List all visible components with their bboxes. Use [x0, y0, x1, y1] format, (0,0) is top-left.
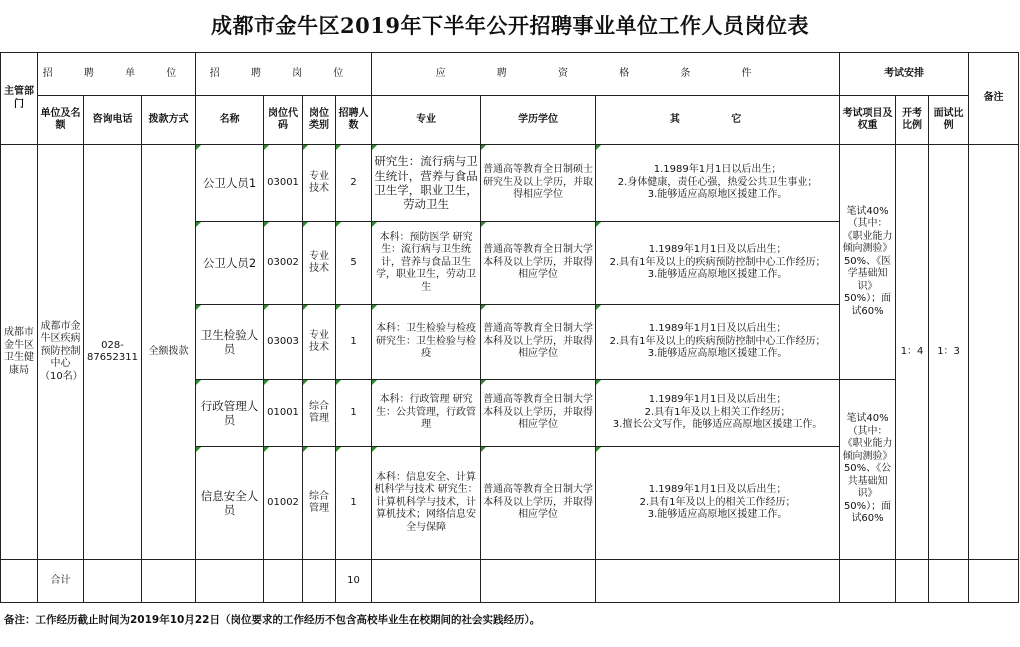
other-cell — [596, 222, 840, 305]
header-other: 其 它 — [596, 96, 840, 145]
total-empty — [142, 560, 196, 603]
header-unit-group: 招 聘 单 位 — [38, 53, 196, 96]
other-cell — [596, 447, 840, 560]
other-line: 3.擅长公文写作，能够适应高原地区援建工作。 — [612, 419, 823, 431]
post-type-cell: 专业技术 — [303, 222, 336, 305]
other-cell — [596, 145, 840, 222]
header-major: 专业 — [372, 96, 481, 145]
count-cell: 1 — [336, 447, 372, 560]
header-post-code: 岗位代码 — [264, 96, 303, 145]
major-cell: 研究生：流行病与卫生统计，营养与食品卫生学，职业卫生，劳动卫生 — [372, 145, 481, 222]
education-cell: 普通高等教育全日制硕士研究生及以上学历，并取得相应学位 — [481, 145, 596, 222]
post-code-cell: 03001 — [264, 145, 303, 222]
header-remark: 备注 — [969, 53, 1019, 145]
interview-ratio-cell: 1：3 — [929, 145, 969, 560]
total-empty — [264, 560, 303, 603]
other-line: 2.具有1年及以上的相关工作经历； — [639, 496, 796, 508]
total-empty — [372, 560, 481, 603]
other-line: 1.1989年1月1日以后出生； — [653, 164, 782, 176]
post-name-cell: 公卫人员2 — [196, 222, 264, 305]
post-name-cell: 信息安全人员 — [196, 447, 264, 560]
total-empty — [929, 560, 969, 603]
other-line: 2.具有1年及以上的疾病预防控制中心工作经历； — [609, 256, 826, 268]
major-cell: 本科：预防医学 研究生：流行病与卫生统计，营养与食品卫生学，职业卫生，劳动卫生 — [372, 222, 481, 305]
post-code-cell: 01002 — [264, 447, 303, 560]
header-post-group: 招 聘 岗 位 — [196, 53, 372, 96]
education-cell: 普通高等教育全日制大学本科及以上学历，并取得相应学位 — [481, 447, 596, 560]
other-line: 3.能够适应高原地区援建工作。 — [647, 189, 788, 201]
post-code-cell: 01001 — [264, 380, 303, 447]
other-line: 1.1989年1月1日及以后出生； — [648, 484, 787, 496]
header-unit-name: 单位及名额 — [38, 96, 84, 145]
document-title: 成都市金牛区2019年下半年公开招聘事业单位工作人员岗位表 — [211, 13, 809, 38]
total-empty — [303, 560, 336, 603]
header-post-name: 名称 — [196, 96, 264, 145]
header-phone: 咨询电话 — [84, 96, 142, 145]
total-empty — [1, 560, 38, 603]
header-qual-group: 应 聘 资 格 条 件 — [372, 53, 840, 96]
major-cell: 本科：信息安全、计算机科学与技术 研究生：计算机科学与技术，计算机技术；网络信息安全与保障 — [372, 447, 481, 560]
exam-items-cell-a: 笔试40%（其中：《职业能力倾向测验》50%、《医学基础知识》50%）；面试60% — [840, 145, 896, 380]
total-count: 10 — [336, 560, 372, 603]
other-line: 3.能够适应高原地区援建工作。 — [647, 348, 788, 360]
header-funding: 拨款方式 — [142, 96, 196, 145]
header-exam-ratio: 开考比例 — [896, 96, 929, 145]
education-cell: 普通高等教育全日制大学本科及以上学历，并取得相应学位 — [481, 380, 596, 447]
funding-cell: 全额拨款 — [142, 145, 196, 560]
post-code-cell: 03002 — [264, 222, 303, 305]
post-type-cell: 专业技术 — [303, 305, 336, 380]
exam-items-cell-b: 笔试40%（其中：《职业能力倾向测验》50%、《公共基础知识》50%）；面试60% — [840, 380, 896, 560]
post-name-cell: 行政管理人员 — [196, 380, 264, 447]
header-post-type: 岗位类别 — [303, 96, 336, 145]
total-label: 合计 — [38, 560, 84, 603]
education-cell: 普通高等教育全日制大学本科及以上学历，并取得相应学位 — [481, 305, 596, 380]
header-exam-group: 考试安排 — [840, 53, 969, 96]
total-empty — [840, 560, 896, 603]
total-empty — [481, 560, 596, 603]
exam-ratio-cell: 1：4 — [896, 145, 929, 560]
other-line: 1.1989年1月1日及以后出生； — [648, 394, 787, 406]
count-cell: 2 — [336, 145, 372, 222]
header-dept: 主管部门 — [1, 53, 38, 145]
header-row-1 — [1, 53, 1019, 96]
header-row-2 — [1, 96, 1019, 145]
other-line: 1.1989年1月1日及以后出生； — [648, 244, 787, 256]
major-cell: 本科：行政管理 研究生：公共管理，行政管理 — [372, 380, 481, 447]
post-type-cell: 综合管理 — [303, 447, 336, 560]
post-name-cell: 公卫人员1 — [196, 145, 264, 222]
header-exam-items: 考试项目及权重 — [840, 96, 896, 145]
post-code-cell: 03003 — [264, 305, 303, 380]
post-type-cell: 专业技术 — [303, 145, 336, 222]
dept-cell: 成都市金牛区卫生健康局 — [1, 145, 38, 560]
education-cell: 普通高等教育全日制大学本科及以上学历，并取得相应学位 — [481, 222, 596, 305]
remark-cell — [969, 145, 1019, 560]
total-empty — [969, 560, 1019, 603]
count-cell: 5 — [336, 222, 372, 305]
major-cell: 本科：卫生检验与检疫 研究生：卫生检验与检疫 — [372, 305, 481, 380]
total-row — [1, 560, 1019, 603]
header-interview-ratio: 面试比例 — [929, 96, 969, 145]
count-cell: 1 — [336, 380, 372, 447]
other-line: 2.具有1年及以上的疾病预防控制中心工作经历； — [609, 335, 826, 347]
post-type-cell: 综合管理 — [303, 380, 336, 447]
other-line: 3.能够适应高原地区援建工作。 — [647, 269, 788, 281]
unit-cell: 成都市金牛区疾病预防控制中心（10名） — [38, 145, 84, 560]
post-name-cell: 卫生检验人员 — [196, 305, 264, 380]
other-line: 3.能够适应高原地区援建工作。 — [647, 509, 788, 521]
position-table — [0, 52, 1019, 603]
phone-cell: 028-87652311 — [84, 145, 142, 560]
total-empty — [196, 560, 264, 603]
total-empty — [896, 560, 929, 603]
other-line: 2.具有1年及以上相关工作经历； — [644, 406, 791, 418]
other-line: 2.身体健康，责任心强，热爱公共卫生事业； — [617, 176, 818, 188]
other-line: 1.1989年1月1日及以后出生； — [648, 323, 787, 335]
header-count: 招聘人数 — [336, 96, 372, 145]
total-empty — [84, 560, 142, 603]
table-row — [1, 145, 1019, 222]
count-cell: 1 — [336, 305, 372, 380]
other-cell — [596, 305, 840, 380]
header-education: 学历学位 — [481, 96, 596, 145]
total-empty — [596, 560, 840, 603]
footnote: 备注：工作经历截止时间为2019年10月22日（岗位要求的工作经历不包含高校毕业生在校期间的社会实践经历）。 — [4, 614, 541, 626]
other-cell — [596, 380, 840, 447]
